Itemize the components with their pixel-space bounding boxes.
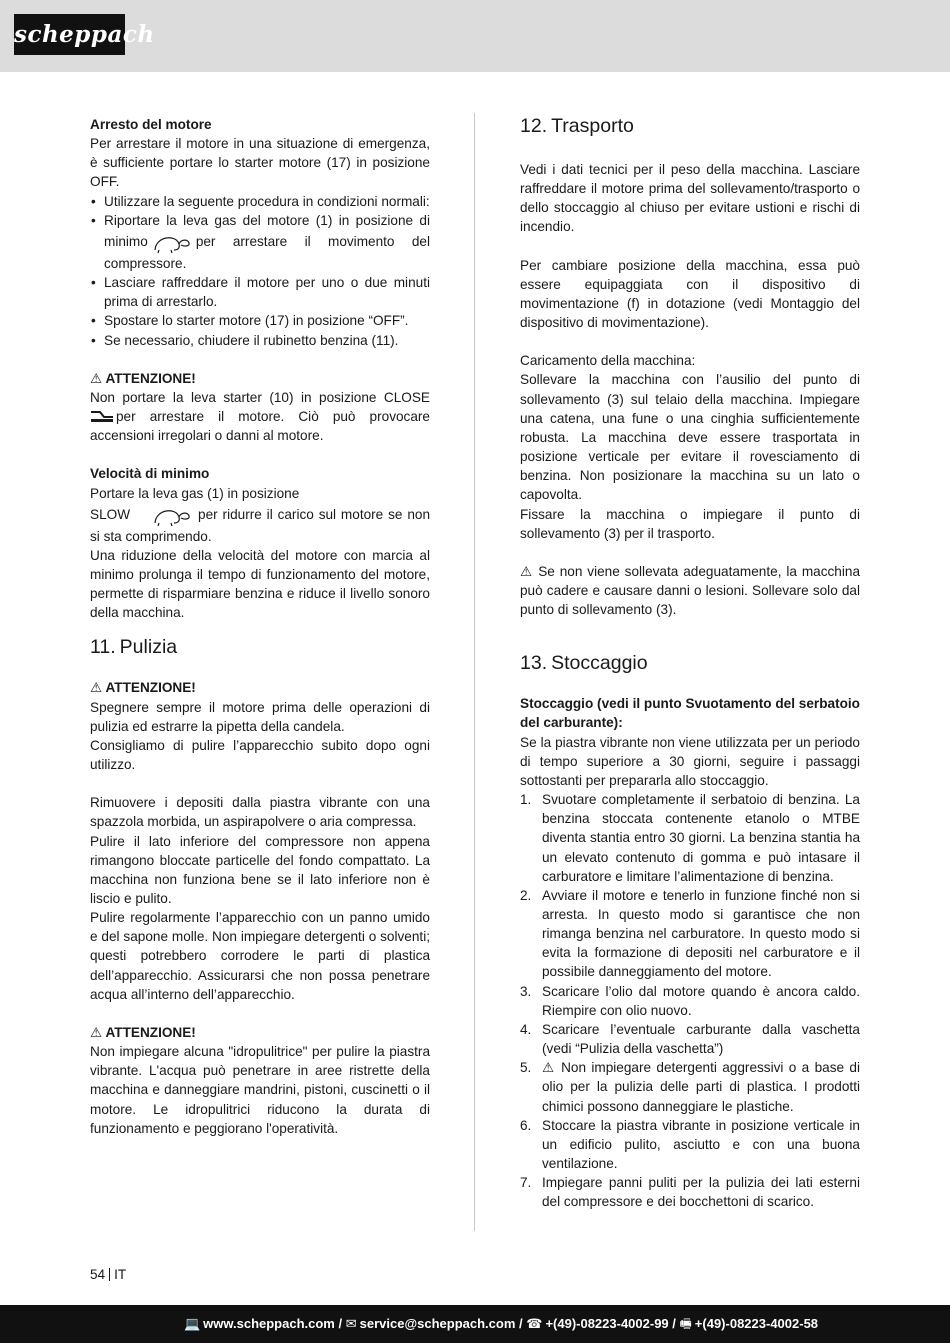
- paragraph-text: per ridurre il carico sul motore se non si sta comprimendo.: [90, 506, 430, 544]
- page-header: [0, 0, 950, 72]
- warning-text: Non portare la leva starter (10) in posizione CLOSE: [90, 389, 430, 405]
- paragraph: [520, 562, 860, 619]
- paragraph: Portare la leva gas (1) in posizione: [90, 485, 300, 501]
- phone-icon: ☎: [526, 1316, 543, 1331]
- section-number: 13.: [520, 652, 548, 675]
- section-title-text: Stoccaggio: [551, 652, 648, 675]
- computer-icon: 💻: [183, 1316, 201, 1331]
- list-number: 1.: [520, 792, 532, 808]
- subsection-heading: Stoccaggio (vedi il punto Svuotamento del serbatoio del carburante):: [520, 696, 860, 731]
- separator: /: [515, 1316, 527, 1331]
- list-item: [520, 1116, 860, 1173]
- language-code: IT: [114, 1267, 127, 1282]
- list-item-text: Riportare la leva gas del motore (1) in posizione di minimo: [104, 212, 430, 249]
- fax-number: +(49)-08223-4002-58: [694, 1316, 819, 1331]
- paragraph: Sollevare la macchina con l’ausilio del punto di sollevamento (3) sul telaio della macchina. Impiegare una catena, una fune o una cinghia sufficientemente robusta. La macchina deve essere trasportata in posizione verticale per evitare il rovesciamento di benzina. Non posizionare la macchina su un lato o capovolta.: [520, 372, 860, 503]
- paragraph: Consigliamo di pulire l’apparecchio subito dopo ogni utilizzo.: [90, 737, 430, 773]
- choke-icon: [90, 410, 114, 423]
- warning-heading: [90, 369, 430, 388]
- warning-icon: ⚠: [90, 1024, 103, 1040]
- list-number: 2.: [520, 887, 532, 903]
- paragraph: Caricamento della macchina:: [520, 353, 696, 369]
- page-footer: [0, 1305, 950, 1343]
- right-column: [520, 115, 860, 1212]
- list-item-text: Scaricare l’eventuale carburante dalla vaschetta (vedi “Pulizia della vaschetta”): [542, 1021, 860, 1057]
- left-column: [90, 115, 430, 1138]
- email-link[interactable]: service@scheppach.com: [359, 1316, 516, 1331]
- warning-label: ATTENZIONE!: [105, 370, 196, 386]
- section-title-text: Pulizia: [119, 636, 178, 659]
- warning-heading: [90, 1023, 430, 1042]
- list-item-text: ⚠ Non impiegare detergenti aggressivi o a base di olio per la pulizia delle parti di plastica. I prodotti chimici possono danneggiare le plastiche.: [542, 1060, 860, 1114]
- list-item-text: Avviare il motore e tenerlo in funzione finché non si arresta. In questo modo si garantisce che non rimanga benzina nel carburatore. In questo modo si evita la formazione di depositi nel carburatore e il possibile danneggiamento del motore.: [542, 887, 860, 980]
- warning-label: ATTENZIONE!: [105, 680, 196, 696]
- separator: /: [668, 1316, 680, 1331]
- page-number-value: 54: [90, 1267, 106, 1282]
- paragraph: Pulire il lato inferiore del compressore non appena rimangono bloccate particelle del fondo compattato. La macchina non funziona bene se il lato inferiore non è liscio e pulito.: [90, 833, 430, 906]
- paragraph: Spegnere sempre il motore prima delle operazioni di pulizia ed estrarre la pipetta della candela.: [90, 699, 430, 734]
- paragraph: Per arrestare il motore in una situazione di emergenza, è sufficiente portare lo starter motore (17) in posizione OFF.: [90, 136, 430, 190]
- section-heading-arresto: Arresto del motore: [90, 117, 212, 132]
- warning-icon: ⚠: [90, 680, 103, 696]
- list-item: [520, 790, 860, 886]
- list-item: [520, 1020, 860, 1058]
- section-title-pulizia: [90, 635, 430, 659]
- list-item-text: per arrestare il movimento del compressore.: [104, 233, 430, 271]
- paragraph: Per cambiare posizione della macchina, essa può essere equipaggiata con il dispositivo di movimentazione (f) in dotazione (vedi Montaggio del dispositivo di movimentazione).: [520, 257, 860, 331]
- list-item-text: Svuotare completamente il serbatoio di benzina. La benzina stoccata contenente etanolo o MTBE diventa stantia entro 30 giorni. La benzina stantia ha un elevato contenuto di gomma e può intasare il carburatore e limitare l’alimentazione di benzina.: [542, 792, 860, 884]
- warning-text: per arrestare il motore. Ciò può provocare accensioni irregolari o danni al motore.: [90, 409, 430, 444]
- fax-icon: 🖷: [679, 1316, 692, 1331]
- list-item: [520, 886, 860, 982]
- list-item: [520, 982, 860, 1020]
- section-title-text: Trasporto: [551, 115, 634, 137]
- section-number: 11.: [90, 636, 116, 659]
- page-number: [90, 1266, 126, 1284]
- list-number: 6.: [520, 1117, 532, 1133]
- section-number: 12.: [520, 115, 548, 137]
- warning-heading: [90, 678, 430, 697]
- list-number: 7.: [520, 1175, 532, 1191]
- list-number: 5.: [520, 1060, 532, 1076]
- list-item: [520, 1058, 860, 1115]
- list-item: • Lasciare raffreddare il motore per uno o due minuti prima di arrestarlo.: [90, 273, 430, 311]
- list-item: • Spostare lo starter motore (17) in posizione “OFF”.: [90, 311, 430, 330]
- list-item-text: Impiegare panni puliti per la pulizia dei lati esterni del compressore e dei bocchettoni di scarico.: [542, 1175, 860, 1210]
- brand-logo: scheppach: [14, 14, 125, 55]
- section-title-stoccaggio: [520, 651, 860, 675]
- phone-number: +(49)-08223-4002-99: [545, 1316, 669, 1331]
- paragraph: Fissare la macchina o impiegare il punto di sollevamento (3) per il trasporto.: [520, 506, 860, 541]
- warning-label: ATTENZIONE!: [105, 1024, 196, 1040]
- list-item: [90, 211, 430, 273]
- paragraph: Una riduzione della velocità del motore con marcia al minimo prolunga il tempo di funzionamento del motore, permette di risparmiare benzina e riduce il livello sonoro della macchina.: [90, 547, 430, 621]
- section-title-trasporto: [520, 114, 860, 138]
- paragraph: Vedi i dati tecnici per il peso della macchina. Lasciare raffreddare il motore prima del sollevamento/trasporto o dello stoccaggio al chiuso per evitare ustioni e rischi di incendio.: [520, 162, 860, 235]
- list-item-text: Stoccare la piastra vibrante in posizione verticale in un edificio pulito, asciutto e con una buona ventilazione.: [542, 1117, 860, 1172]
- list-number: 4.: [520, 1021, 532, 1037]
- numbered-list: [520, 790, 860, 1211]
- separator: /: [334, 1316, 346, 1331]
- paragraph: Pulire regolarmente l’apparecchio con un panno umido e del sapone molle. Non impiegare detergenti o solventi; questi potrebbero corrodere le parti di plastica dell’apparecchio. Assicurarsi che non possa penetrare acqua all’interno dell’apparecchio.: [90, 910, 430, 1002]
- list-item-text: Scaricare l’olio dal motore quando è ancora caldo. Riempire con olio nuovo.: [542, 983, 860, 1018]
- turtle-icon: [152, 503, 192, 527]
- paragraph: Non impiegare alcuna "idropulitrice" per pulire la piastra vibrante. L'acqua può penetrare in aree ristrette della macchina e danneggiare mandrini, pistoni, cuscinetti o il motore. Le idropulitrici riducono la durata di funzionamento e peggiorano l'operatività.: [90, 1044, 430, 1136]
- warning-text: Se non viene sollevata adeguatamente, la macchina può cadere e causare danni o lesioni. Sollevare solo dal punto di sollevamento (3).: [520, 563, 861, 618]
- slow-label: SLOW: [90, 506, 131, 522]
- column-divider: [474, 113, 475, 1231]
- website-link[interactable]: www.scheppach.com: [203, 1316, 335, 1331]
- list-item: • Utilizzare la seguente procedura in condizioni normali:: [90, 192, 430, 211]
- section-heading-minimo: Velocità di minimo: [90, 466, 210, 482]
- list-number: 3.: [520, 983, 532, 999]
- paragraph: Rimuovere i depositi dalla piastra vibrante con una spazzola morbida, un aspirapolvere o aria compressa.: [90, 795, 430, 830]
- turtle-icon: [152, 230, 192, 254]
- warning-icon: ⚠: [90, 370, 103, 386]
- mail-icon: ✉: [345, 1316, 357, 1331]
- list-item: [520, 1173, 860, 1211]
- warning-icon: ⚠: [520, 563, 534, 579]
- bullet-list: [90, 192, 430, 350]
- paragraph: [90, 388, 430, 445]
- list-item: • Se necessario, chiudere il rubinetto benzina (11).: [90, 331, 430, 350]
- paragraph: [90, 503, 430, 546]
- paragraph: Se la piastra vibrante non viene utilizzata per un periodo di tempo superiore a 30 giorni, seguire i passaggi sottostanti per prepararla allo stoccaggio.: [520, 734, 860, 788]
